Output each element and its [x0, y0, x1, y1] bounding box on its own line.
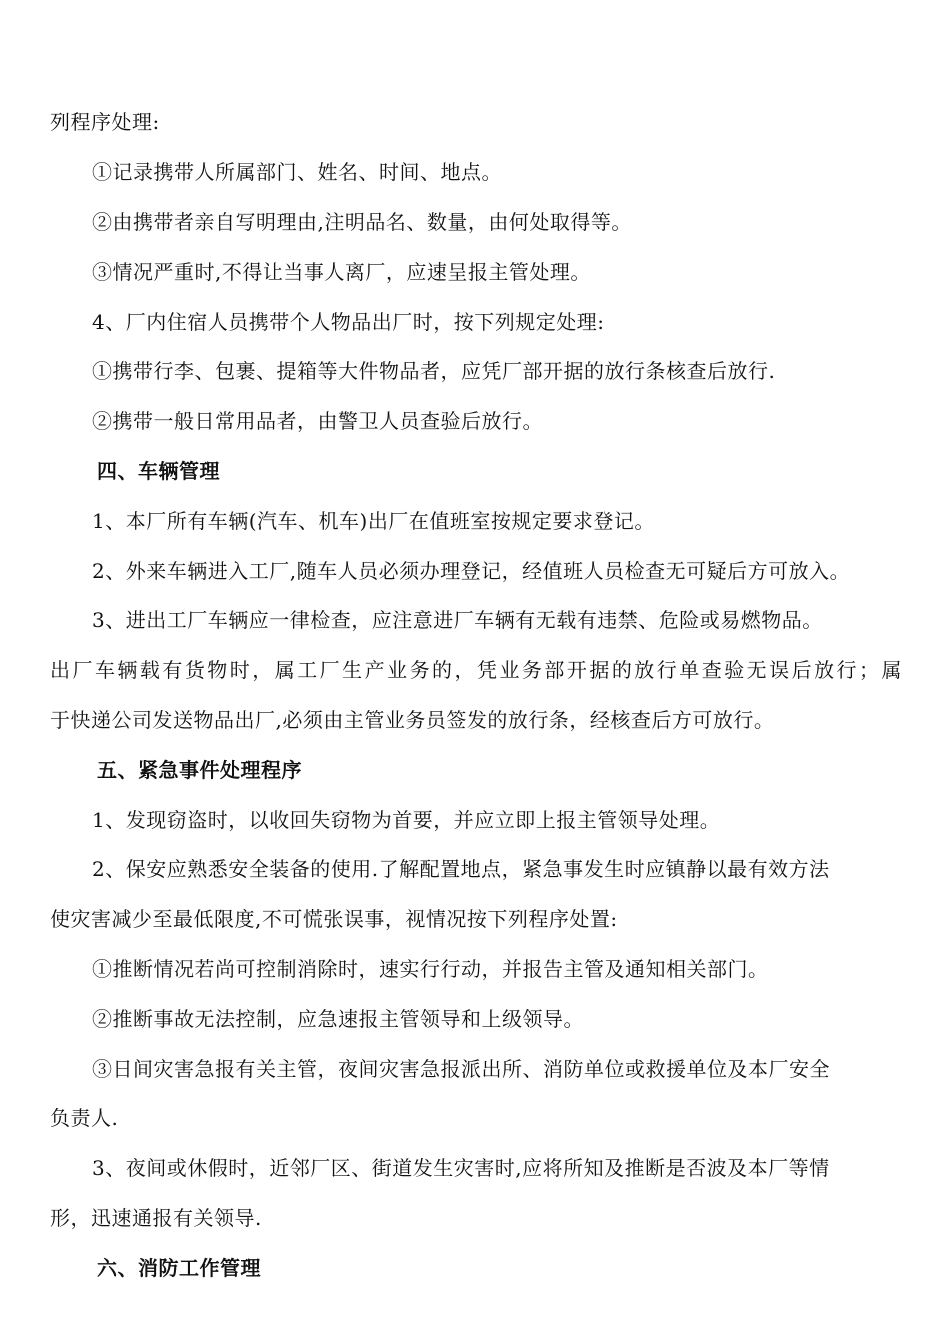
list-item: ①携带行李、包裹、提箱等大件物品者，应凭厂部开据的放行条核查后放行. [92, 359, 776, 383]
paragraph-line: 2、保安应熟悉安全装备的使用.了解配置地点，紧急事发生时应镇静以最有效方法 [92, 857, 830, 881]
list-item: ②由携带者亲自写明理由,注明品名、数量，由何处取得等。 [92, 210, 632, 234]
section-heading: 五、紧急事件处理程序 [97, 758, 302, 782]
paragraph-line: 2、外来车辆进入工厂,随车人员必须办理登记，经值班人员检查无可疑后方可放入。 [92, 559, 851, 583]
paragraph-line: 4、厂内住宿人员携带个人物品出厂时，按下列规定处理: [92, 310, 605, 334]
paragraph-line: 负责人. [50, 1106, 119, 1130]
paragraph-line: 1、发现窃盗时，以收回失窃物为首要，并应立即上报主管领导处理。 [92, 808, 721, 832]
paragraph-line: 使灾害减少至最低限度,不可慌张误事，视情况按下列程序处置: [50, 907, 618, 931]
list-item: ①记录携带人所属部门、姓名、时间、地点。 [92, 160, 502, 184]
list-item: ③情况严重时,不得让当事人离厂，应速呈报主管处理。 [92, 260, 591, 284]
paragraph-line: 出厂车辆载有货物时，属工厂生产业务的，凭业务部开据的放行单查验无误后放行；属 [50, 658, 902, 682]
list-item: ②推断事故无法控制，应急速报主管领导和上级领导。 [92, 1007, 584, 1031]
list-item: ①推断情况若尚可控制消除时，速实行行动，并报告主管及通知相关部门。 [92, 957, 769, 981]
list-item: ③日间灾害急报有关主管，夜间灾害急报派出所、消防单位或救援单位及本厂安全 [92, 1057, 830, 1081]
list-item: ②携带一般日常用品者，由警卫人员查验后放行。 [92, 409, 543, 433]
paragraph-line: 列程序处理: [50, 110, 160, 134]
section-heading: 四、车辆管理 [97, 459, 220, 483]
paragraph-line: 3、进出工厂车辆应一律检查，应注意进厂车辆有无载有违禁、危险或易燃物品。 [92, 608, 823, 632]
paragraph-line: 3、夜间或休假时，近邻厂区、街道发生灾害时,应将所知及推断是否波及本厂等情 [92, 1156, 830, 1180]
paragraph-line: 于快递公司发送物品出厂,必须由主管业务员签发的放行条，经核查后方可放行。 [50, 708, 775, 732]
section-heading: 六、消防工作管理 [97, 1256, 261, 1280]
paragraph-line: 形，迅速通报有关领导. [50, 1206, 262, 1230]
paragraph-line: 1、本厂所有车辆(汽车、机车)出厂在值班室按规定要求登记。 [92, 509, 655, 533]
